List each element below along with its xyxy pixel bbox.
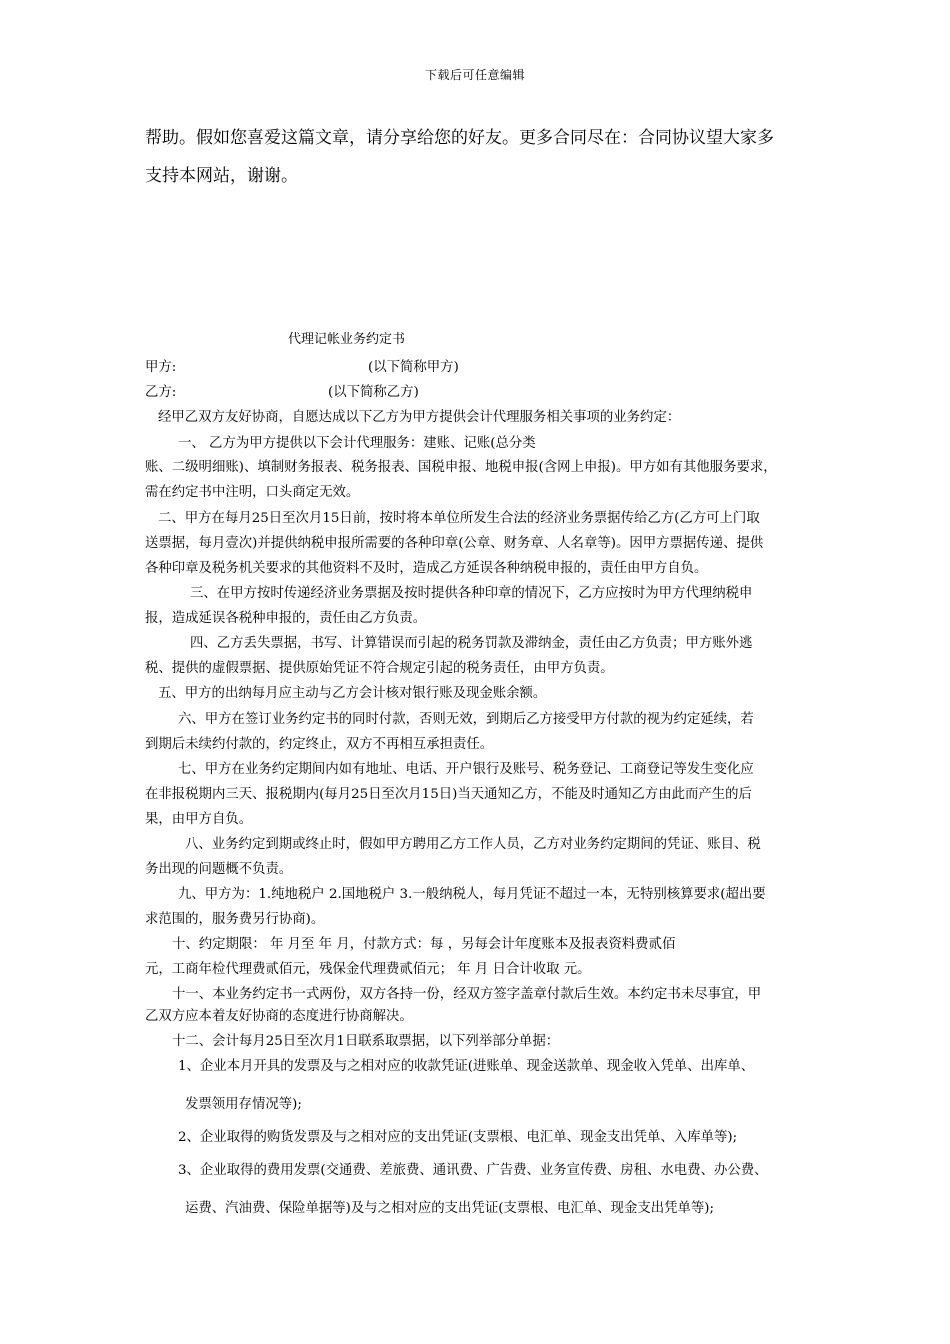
clause-line: 十一、本业务约定书一式两份，双方各持一份，经双方签字盖章付款后生效。本约定书未尽事宜，甲 xyxy=(172,987,762,1002)
clause-line: 九、甲方为：1.纯地税户 2.国地税户 3.一般纳税人，每月凭证不超过一本，无特别核算要求(超出要 xyxy=(178,887,766,902)
clause-line: 报，造成延误各税种申报的，责任由乙方负责。 xyxy=(145,611,427,626)
clause-line: 八、业务约定到期或终止时，假如甲方聘用乙方工作人员，乙方对业务约定期间的凭证、账目、税 xyxy=(185,837,761,852)
clause-line: 三、在甲方按时传递经济业务票据及按时提供各种印章的情况下，乙方应按时为甲方代理纳税申 xyxy=(190,586,753,601)
clause-line: 六、甲方在签订业务约定书的同时付款，否则无效，到期后乙方接受甲方付款的视为约定延续，若 xyxy=(178,712,754,727)
party-b-label: 乙方: xyxy=(145,385,177,400)
clause-line: 到期后未续约付款的，约定终止，双方不再相互承担责任。 xyxy=(145,737,494,752)
clause-line: 五、甲方的出纳每月应主动与乙方会计核对银行账及现金账余额。 xyxy=(158,686,547,701)
clause-line: 十、约定期限： 年 月至 年 月，付款方式：每 ，另每会计年度账本及报表资料费贰佰 xyxy=(172,937,676,952)
party-b-note: (以下简称乙方) xyxy=(328,385,419,400)
clause-line: 四、乙方丢失票据，书写、计算错误而引起的税务罚款及滞纳金，责任由乙方负责；甲方账外逃 xyxy=(190,636,753,651)
clause-line: 需在约定书中注明，口头商定无效。 xyxy=(145,485,360,500)
intro-line-2: 支持本网站，谢谢。 xyxy=(145,166,298,186)
clause-line: 税、提供的虚假票据、提供原始凭证不符合规定引起的税务责任，由甲方负责。 xyxy=(145,661,614,676)
party-a-label: 甲方: xyxy=(145,360,177,375)
clause-line: 务出现的问题概不负责。 xyxy=(145,862,293,877)
page-header: 下载后可任意编辑 xyxy=(424,68,525,82)
intro-line-1: 帮助。假如您喜爱这篇文章，请分享给您的好友。更多合同尽在：合同协议望大家多 xyxy=(145,128,774,148)
clause-line: 经甲乙双方友好协商，自愿达成以下乙方为甲方提供会计代理服务相关事项的业务约定： xyxy=(158,410,681,425)
list-item: 运费、汽油费、保险单据等)及与之相对应的支出凭证(支票根、电汇单、现金支出凭单等); xyxy=(185,1201,715,1216)
clause-line: 十二、会计每月25日至次月1日联系取票据，以下列举部分单据： xyxy=(172,1034,560,1049)
clause-line: 在非报税期内三天、报税期内(每月25日至次月15日)当天通知乙方，不能及时通知乙方由此而产生的后 xyxy=(145,787,752,802)
list-item: 发票领用存情况等); xyxy=(185,1097,302,1112)
clause-line: 果，由甲方自负。 xyxy=(145,812,253,827)
clause-line: 乙双方应本着友好协商的态度进行协商解决。 xyxy=(145,1009,413,1024)
clause-line: 元，工商年检代理费贰佰元，残保金代理费贰佰元； 年 月 日合计收取 元。 xyxy=(145,962,591,977)
list-item: 2、企业取得的购货发票及与之相对应的支出凭证(支票根、电汇单、现金支出凭单、入库单等); xyxy=(178,1130,738,1145)
list-item: 3、企业取得的费用发票(交通费、差旅费、通讯费、广告费、业务宣传费、房租、水电费、办公费、 xyxy=(178,1163,768,1178)
clause-line: 七、甲方在业务约定期间内如有地址、电话、开户银行及账号、税务登记、工商登记等发生变化应 xyxy=(178,762,754,777)
clause-line: 二、甲方在每月25日至次月15日前，按时将本单位所发生合法的经济业务票据传给乙方(乙方可上门取 xyxy=(158,511,760,526)
clause-line: 各种印章及税务机关要求的其他资料不及时，造成乙方延误各种纳税申报的，责任由甲方自负。 xyxy=(145,561,708,576)
clause-line: 求范围的，服务费另行协商)。 xyxy=(145,912,325,927)
list-item: 1、企业本月开具的发票及与之相对应的收款凭证(进账单、现金送款单、现金收入凭单、出库单、 xyxy=(178,1059,755,1074)
clause-line: 账、二级明细账)、填制财务报表、税务报表、国税申报、地税申报(含网上申报)。甲方如有其他服务要求， xyxy=(145,460,777,475)
clause-line: 送票据，每月壹次)并提供纳税申报所需要的各种印章(公章、财务章、人名章等)。因甲方票据传递、提供 xyxy=(145,536,764,551)
document-title: 代理记帐业务约定书 xyxy=(288,332,406,347)
clause-line: 一、 乙方为甲方提供以下会计代理服务：建账、记账(总分类 xyxy=(178,436,536,451)
party-a-note: (以下简称甲方) xyxy=(368,360,459,375)
